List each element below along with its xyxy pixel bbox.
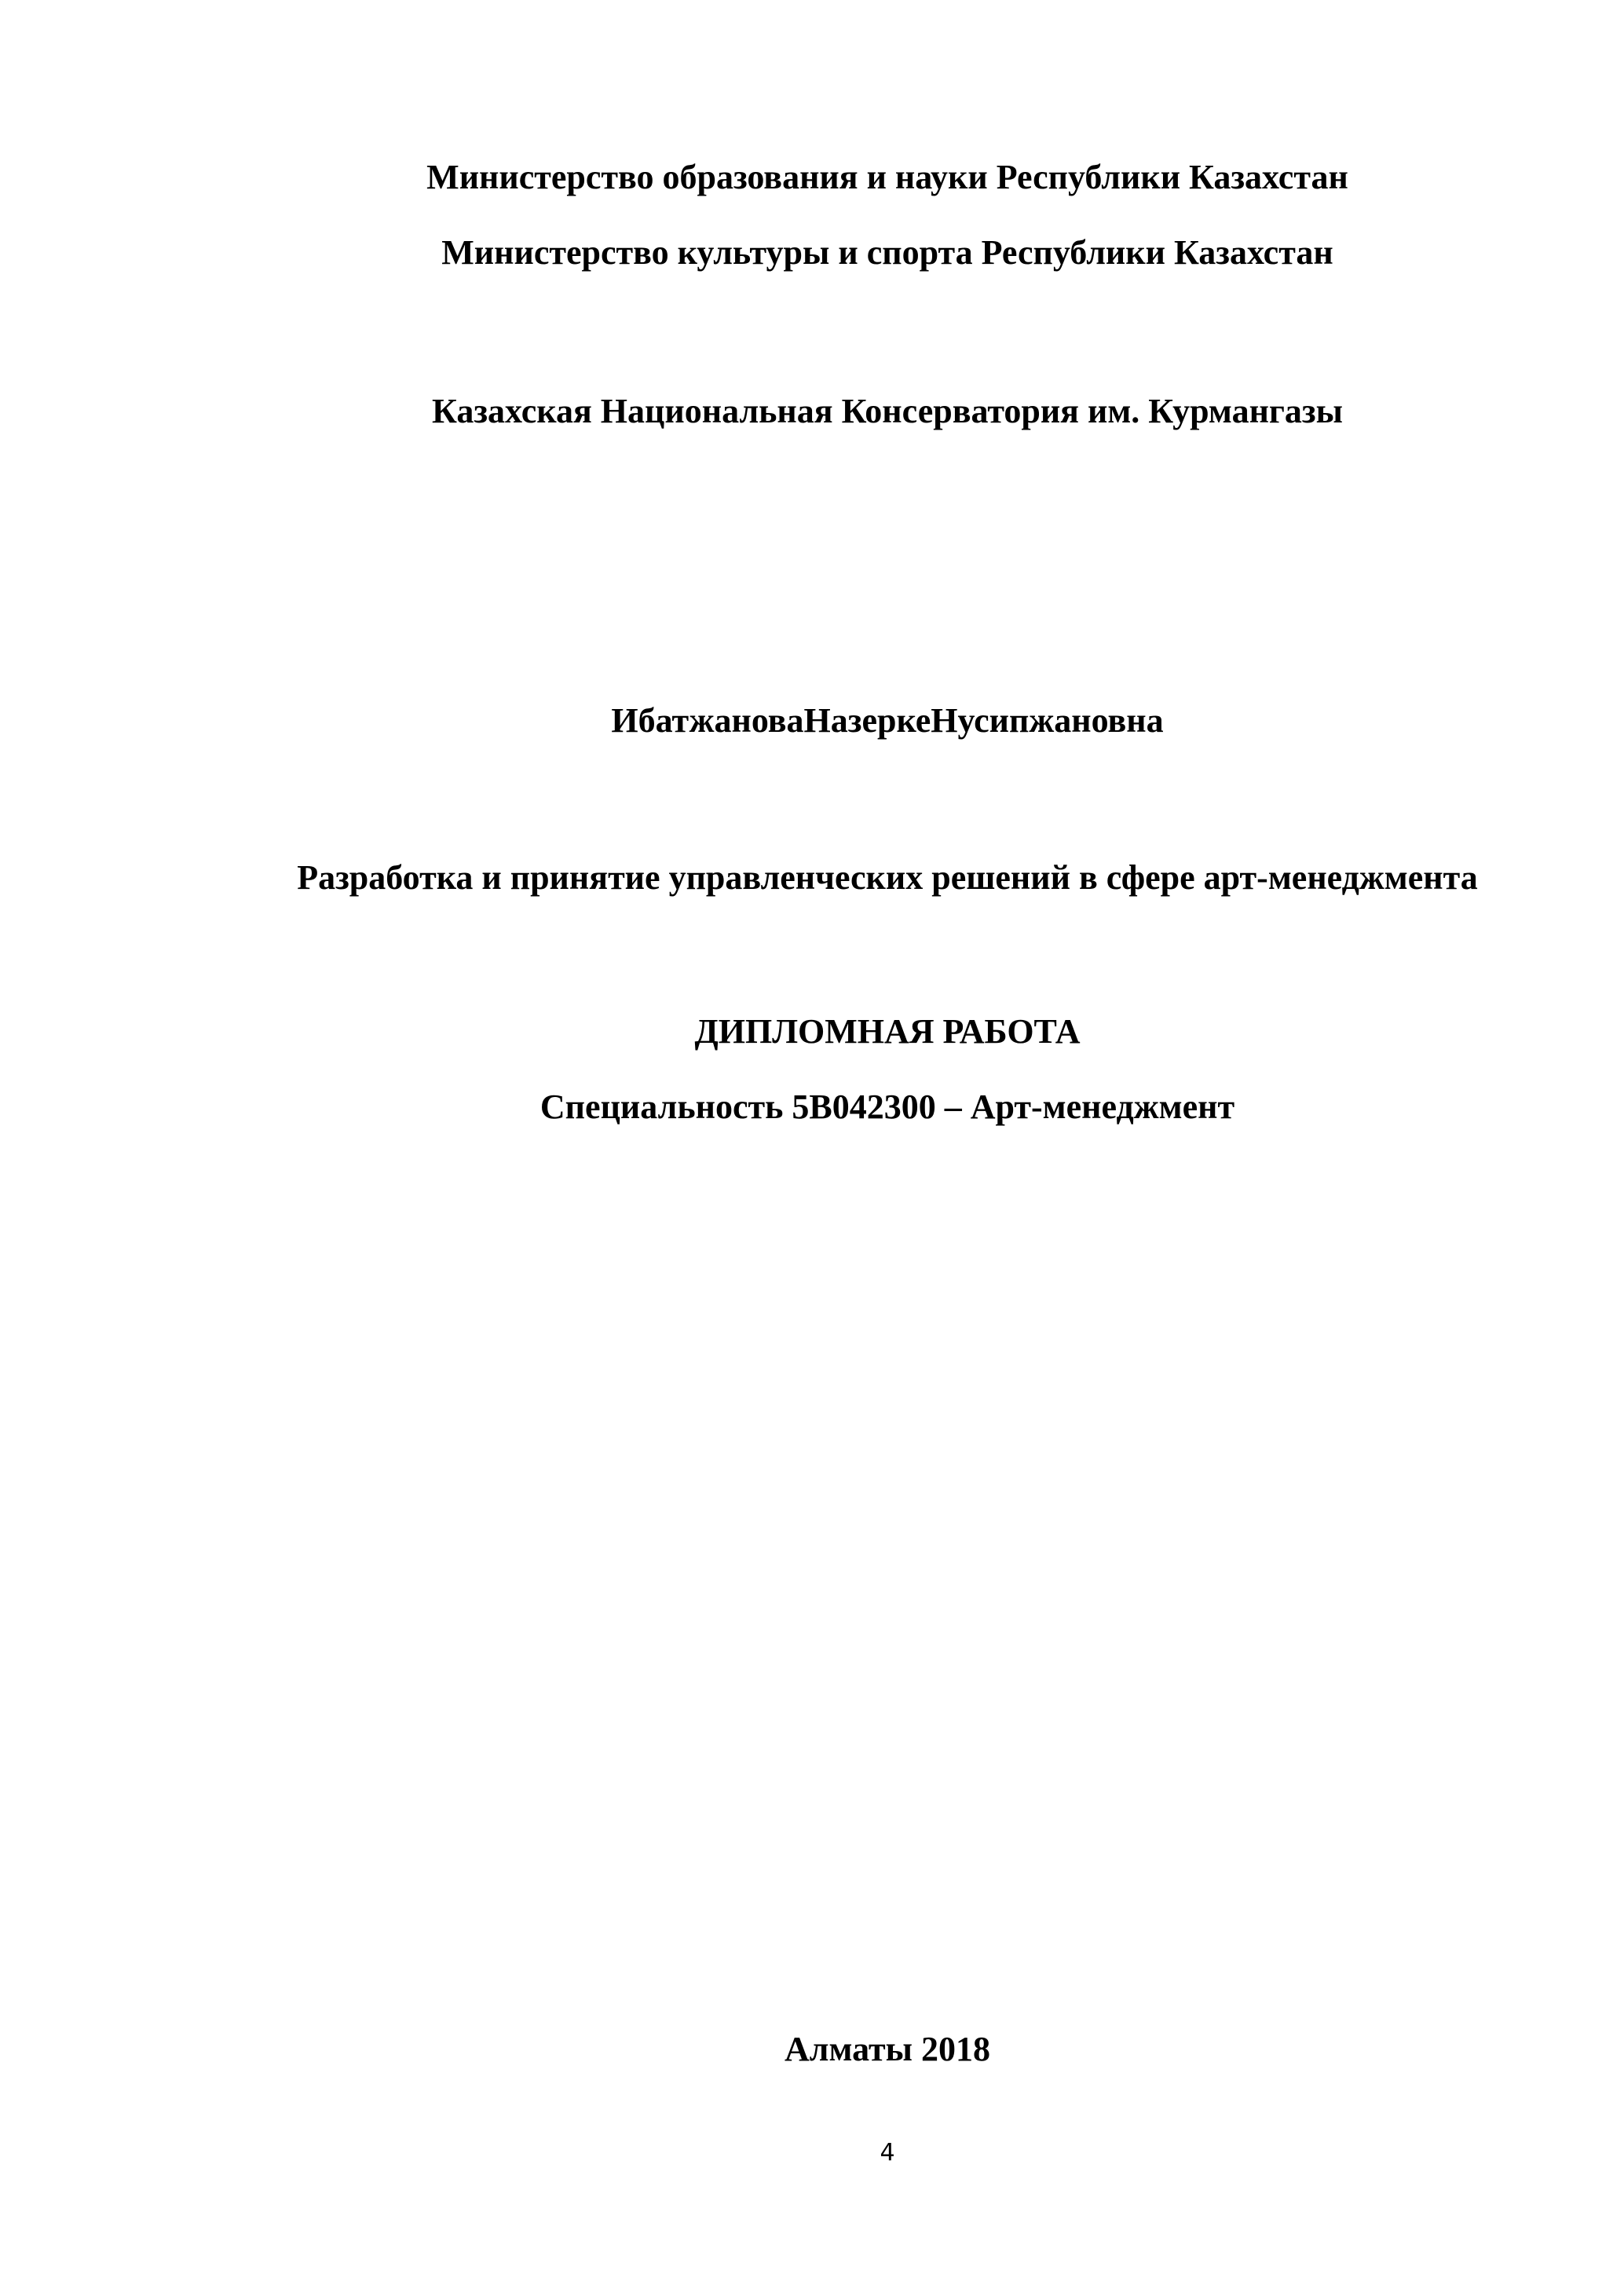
institution-name: Казахская Национальная Консерватория им. Курмангазы: [432, 392, 1343, 430]
author-name: ИбатжановаНазеркеНусипжановна: [611, 701, 1164, 740]
document-type: ДИПЛОМНАЯ РАБОТА: [694, 1012, 1081, 1051]
specialty-line: Специальность 5В042300 – Арт-менеджмент: [540, 1088, 1235, 1126]
page-number: 4: [880, 2139, 895, 2166]
city-year: Алматы 2018: [785, 2030, 990, 2068]
thesis-title: Разработка и принятие управленческих решений в сфере арт-менеджмента: [297, 858, 1478, 897]
ministry-culture-heading: Министерство культуры и спорта Республики Казахстан: [441, 233, 1333, 272]
ministry-education-heading: Министерство образования и науки Республики Казахстан: [426, 158, 1348, 196]
